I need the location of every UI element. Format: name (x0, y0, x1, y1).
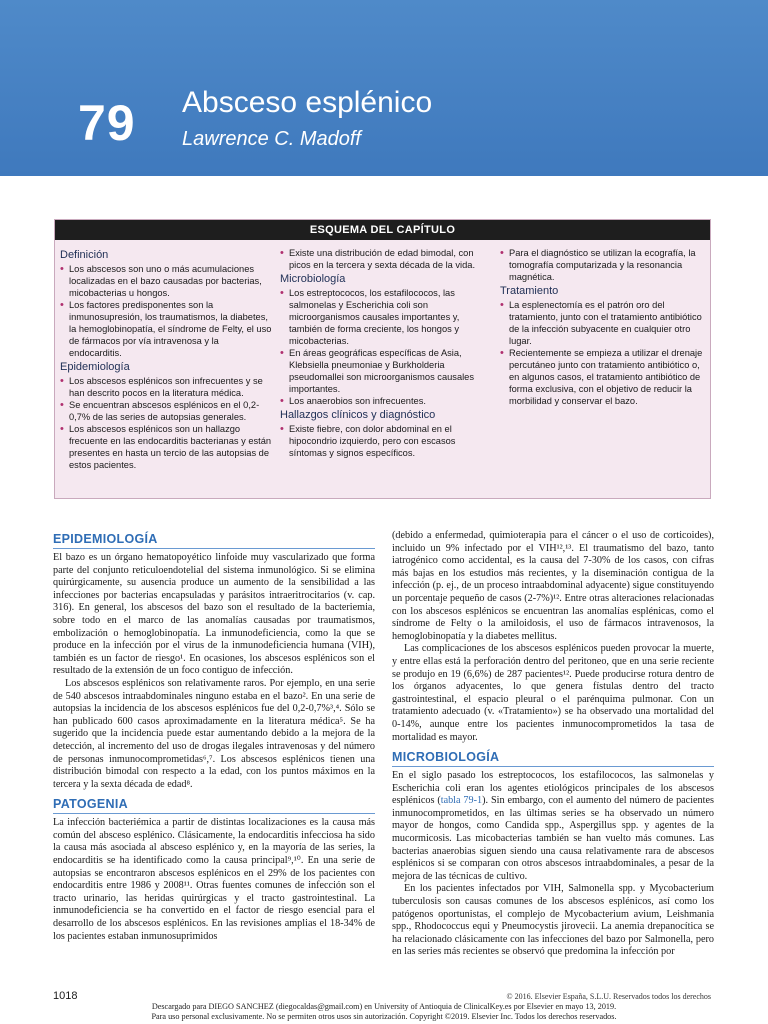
body-paragraph: (debido a enfermedad, quimioterapia para el cáncer o el uso de corticoides), incluido un 9% infectado por el VIH¹²,¹³. El traumatismo del bazo, tanto iatrogénico como accidental, es la causa del 7-30% de los casos, con cifras más bajas en los estudios más recientes, y la diseminación contigua de la infección (p. ej., de un proceso intraabdominal adyacente) sigue constituyendo un porcentaje pequeño de casos (2-7%)¹². Entre otras alteraciones relacionadas con los abscesos esplénicos se encuentran las anomalías esplénicas, como el síndrome de Felty o la amiloidosis, el uso de fármacos intravenosos, la hemoglobinopatía y la diabetes mellitus. (392, 530, 714, 642)
outline-column-2 (280, 247, 490, 459)
chapter-banner (0, 0, 768, 176)
chapter-title: Absceso esplénico (182, 86, 433, 119)
outline-section-title: Hallazgos clínicos y diagnóstico (280, 409, 436, 421)
usage-notice: Para uso personal exclusivamente. No se permiten otros usos sin autorización. Copyright ©2019. Elsevier Inc. Todos los derechos reservados. (151, 1012, 617, 1021)
outline-column-1 (60, 247, 272, 471)
body-column-right (392, 530, 714, 959)
body-column-left (53, 530, 375, 943)
outline-item: • En áreas geográficas específicas de Asia, Klebsiella pneumoniae y Burkholderia pseudomallei son microorganismos causales importantes. (280, 347, 490, 395)
outline-column-3 (500, 247, 708, 407)
paragraph-text: ). Sin embargo, con el aumento del número de pacientes inmunocomprometidos, en las últimas series se ha observado un número mayor de hongos, como Candida spp., Aspergillus spp. y agentes de la mucormicosis. Las micobacterias también se han vuelto más comunes. Las bacterias anaerobias siguen siendo una causa relativamente rara de abscesos esplénicos si se comparan con otros abscesos intraabdominales, a pesar de la mejora de las técnicas de cultivo. (392, 795, 714, 882)
outline-item: • Los factores predisponentes son la inmunosupresión, los traumatismos, la diabetes, la hemoglobinopatía, el síndrome de Felty, el uso de fármacos por vía intravenosa y la endocarditis. (60, 299, 272, 359)
page-number: 1018 (53, 990, 78, 1002)
outline-section-title: Microbiología (280, 273, 346, 285)
outline-item: • Para el diagnóstico se utilizan la ecografía, la tomografía computarizada y la resonancia magnética. (500, 247, 708, 283)
table-reference-link[interactable]: tabla 79-1 (440, 795, 483, 807)
body-paragraph: Los abscesos esplénicos son relativamente raros. Por ejemplo, en una serie de 540 abscesos intraabdominales ninguno estaba en el bazo². En una serie de autopsias la incidencia de los abscesos esplénicos fue del 0,2-0,7%³,⁴. Sólo se han publicado 600 casos aproximadamente en la literatura médica⁵. Se ha sugerido que la incidencia puede estar aumentando debido a la mejora de la detección, al incremento del uso de drogas ilegales intravenosas y del número de personas inmunocomprometidas⁶,⁷. Los abscesos esplénicos tienen una distribución bimodal con respecto a la edad, con los puntos máximos en la tercera y la sexta década de edad⁸. (53, 677, 375, 790)
outline-section-title: Tratamiento (500, 285, 559, 297)
outline-section-title: Definición (60, 249, 109, 261)
section-heading-epidemiologia: EPIDEMIOLOGÍA (53, 532, 375, 549)
outline-item: • Los estreptococos, los estafilococos, las salmonelas y Escherichia coli son microorganismos causales importantes y, también de forma creciente, los hongos y micobacterias. (280, 287, 490, 347)
chapter-outline-box (54, 219, 711, 499)
outline-item: • La esplenectomía es el patrón oro del tratamiento, junto con el tratamiento antibiótico de la infección subyacente en cualquier otro lugar. (500, 299, 708, 347)
body-paragraph: La infección bacteriémica a partir de distintas localizaciones es la causa más común del absceso esplénico. Clásicamente, la endocarditis infecciosa ha sido la causa más asociada al absceso esplénico y, en la mayoría de las series, la endocarditis se ha identificado como la causa principal⁹,¹⁰. En una serie de autopsias se encontraron abscesos esplénicos en el 29% de los pacientes con endocarditis entre 1986 y 2008¹¹. Otras fuentes comunes de infección son el tracto urinario, las heridas quirúrgicas y el tracto gastrointestinal. La inmunodeficiencia se ha convertido en el factor de riesgo esencial para el desarrollo de los abscesos esplénicos. En las revisiones amplias el 18-34% de los pacientes estaban inmunosuprimidos (53, 817, 375, 942)
section-heading-patogenia: PATOGENIA (53, 797, 375, 814)
outline-item: • Existe fiebre, con dolor abdominal en el hipocondrio izquierdo, pero con escasos síntomas y signos específicos. (280, 423, 490, 459)
body-paragraph: En los pacientes infectados por VIH, Salmonella spp. y Mycobacterium tuberculosis son causas comunes de los abscesos esplénicos, así como los patógenos oportunistas, el complejo de Mycobacterium avium, Leishmania spp., Rhodococcus equi y Pneumocystis jirovecii. La anemia drepanocítica se ha relacionado clásicamente con las infecciones del bazo por Salmonella, pero en las series más recientes se observó que predomina la infección por (392, 883, 714, 958)
outline-item: • Existe una distribución de edad bimodal, con picos en la tercera y sexta década de la vida. (280, 247, 490, 271)
copyright-notice: © 2016. Elsevier España, S.L.U. Reservados todos los derechos (506, 992, 711, 1001)
chapter-number: 79 (78, 95, 136, 151)
body-paragraph (392, 770, 714, 883)
outline-section-title: Epidemiología (60, 361, 130, 373)
outline-item: • Recientemente se empieza a utilizar el drenaje percutáneo junto con tratamiento antibiótico o, en algunos casos, el tratamiento antibiótico de forma exclusiva, con el objetivo de reducir la morbilidad y conservar el bazo. (500, 347, 708, 407)
body-paragraph: El bazo es un órgano hematopoyético linfoide muy vascularizado que forma parte del conjunto reticuloendotelial del sistema inmunológico. Si se elimina quirúrgicamente, su ausencia produce un aumento de la sensibilidad a las infecciones por bacterias encapsuladas y parásitos intraeritrocitarios (v. cap. 316). En general, los abscesos del bazo son el resultado de la bacteriemia, sobre todo en el marco de las anomalías causadas por traumatismos, embolización o hemoglobinopatía. La inmunodeficiencia, como la que se produce en la infección por el virus de la inmunodeficiencia humana (VIH), también es un factor de riesgo¹. En ocasiones, los abscesos esplénicos son el resultado de la extensión de un foco contiguo de infección. (53, 552, 375, 677)
section-heading-microbiologia: MICROBIOLOGÍA (392, 750, 714, 767)
outline-item: • Los anaerobios son infrecuentes. (280, 395, 490, 407)
outline-item: • Los abscesos esplénicos son infrecuentes y se han descrito pocos en la literatura médica. (60, 375, 272, 399)
outline-heading: ESQUEMA DEL CAPÍTULO (55, 220, 710, 240)
body-paragraph: Las complicaciones de los abscesos esplénicos pueden provocar la muerte, y entre ellas está la perforación dentro del peritoneo, que en una serie reciente se produjo en 19 (6,6%) de 287 pacientes¹². Puede producirse rotura dentro de los órganos adyacentes, lo que genera fístulas dentro del tracto gastrointestinal, el espacio pleural o el parénquima pulmonar. Con un tratamiento adecuado (v. «Tratamiento») se ha observado una mortalidad del 0-14%, aunque entre los pacientes inmunocomprometidos la tasa de mortalidad es mayor. (392, 643, 714, 743)
chapter-author: Lawrence C. Madoff (182, 128, 361, 150)
paragraph-text: En el siglo pasado los estreptococos, los estafilococos, las salmonelas y Escherichia coli eran los agentes etiológicos principales de los abscesos esplénicos ( (392, 770, 714, 807)
outline-item: • Se encuentran abscesos esplénicos en el 0,2-0,7% de las series de autopsias generales. (60, 399, 272, 423)
outline-item: • Los abscesos son uno o más acumulaciones localizadas en el bazo causadas por bacterias, micobacterias u hongos. (60, 263, 272, 299)
outline-item: • Los abscesos esplénicos son un hallazgo frecuente en las endocarditis bacterianas y están presentes en hasta un tercio de las autopsias de estos pacientes. (60, 423, 272, 471)
download-notice: Descargado para DIEGO SANCHEZ (diegocaldas@gmail.com) en University of Antioquia de ClinicalKey.es por Elsevier en mayo 13, 2019. (151, 1002, 617, 1011)
